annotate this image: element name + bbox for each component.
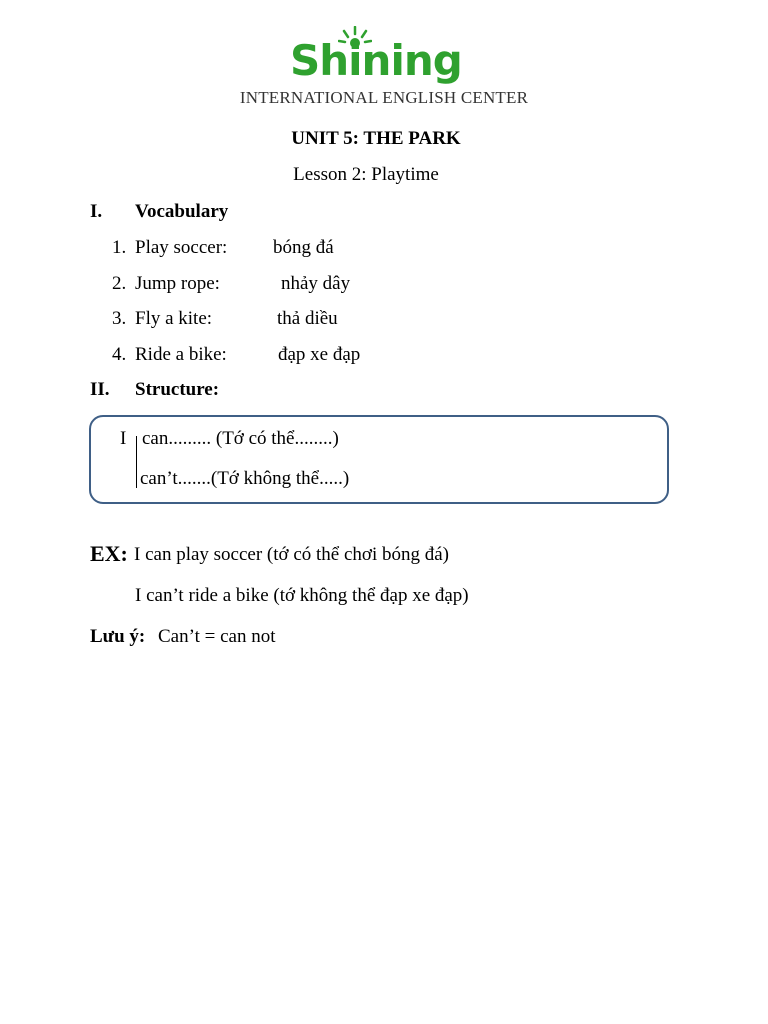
vocab-term: Ride a bike: <box>135 344 227 365</box>
structure-cant-line: can’t.......(Tớ không thể.....) <box>140 468 350 489</box>
logo-brand: Shining <box>290 36 462 85</box>
note-label: Lưu ý: <box>90 626 146 647</box>
logo-subtitle: INTERNATIONAL ENGLISH CENTER <box>239 88 529 107</box>
structure-can-line: can......... (Tớ có thể........) <box>142 428 339 449</box>
vocab-meaning: nhảy dây <box>281 273 351 294</box>
center-logo <box>220 26 548 110</box>
example-line-1: I can play soccer (tớ có thể chơi bóng đá) <box>134 544 449 565</box>
note-text: Can’t = can not <box>158 626 276 647</box>
structure-subject: I <box>120 428 127 449</box>
lesson-title: Lesson 2: Playtime <box>293 164 439 185</box>
vocab-term: Play soccer: <box>135 237 228 258</box>
vocab-number: 3. <box>112 308 127 329</box>
unit-title: UNIT 5: THE PARK <box>291 128 461 149</box>
vocabulary-heading: Vocabulary <box>135 201 229 222</box>
vocab-meaning: thả diều <box>277 308 338 329</box>
vocab-term: Fly a kite: <box>135 308 213 329</box>
vocab-term: Jump rope: <box>135 273 220 294</box>
section-numeral-vocabulary: I. <box>90 201 103 222</box>
vocab-meaning: bóng đá <box>273 237 334 258</box>
vocab-number: 2. <box>112 273 127 294</box>
structure-heading: Structure: <box>135 379 220 400</box>
vocab-meaning: đạp xe đạp <box>278 344 361 365</box>
structure-bracket <box>136 436 137 488</box>
section-numeral-structure: II. <box>90 379 110 400</box>
example-label: EX: <box>90 541 128 566</box>
example-line-2: I can’t ride a bike (tớ không thể đạp xe đạp) <box>135 585 469 606</box>
vocab-number: 1. <box>112 237 127 258</box>
vocab-number: 4. <box>112 344 127 365</box>
